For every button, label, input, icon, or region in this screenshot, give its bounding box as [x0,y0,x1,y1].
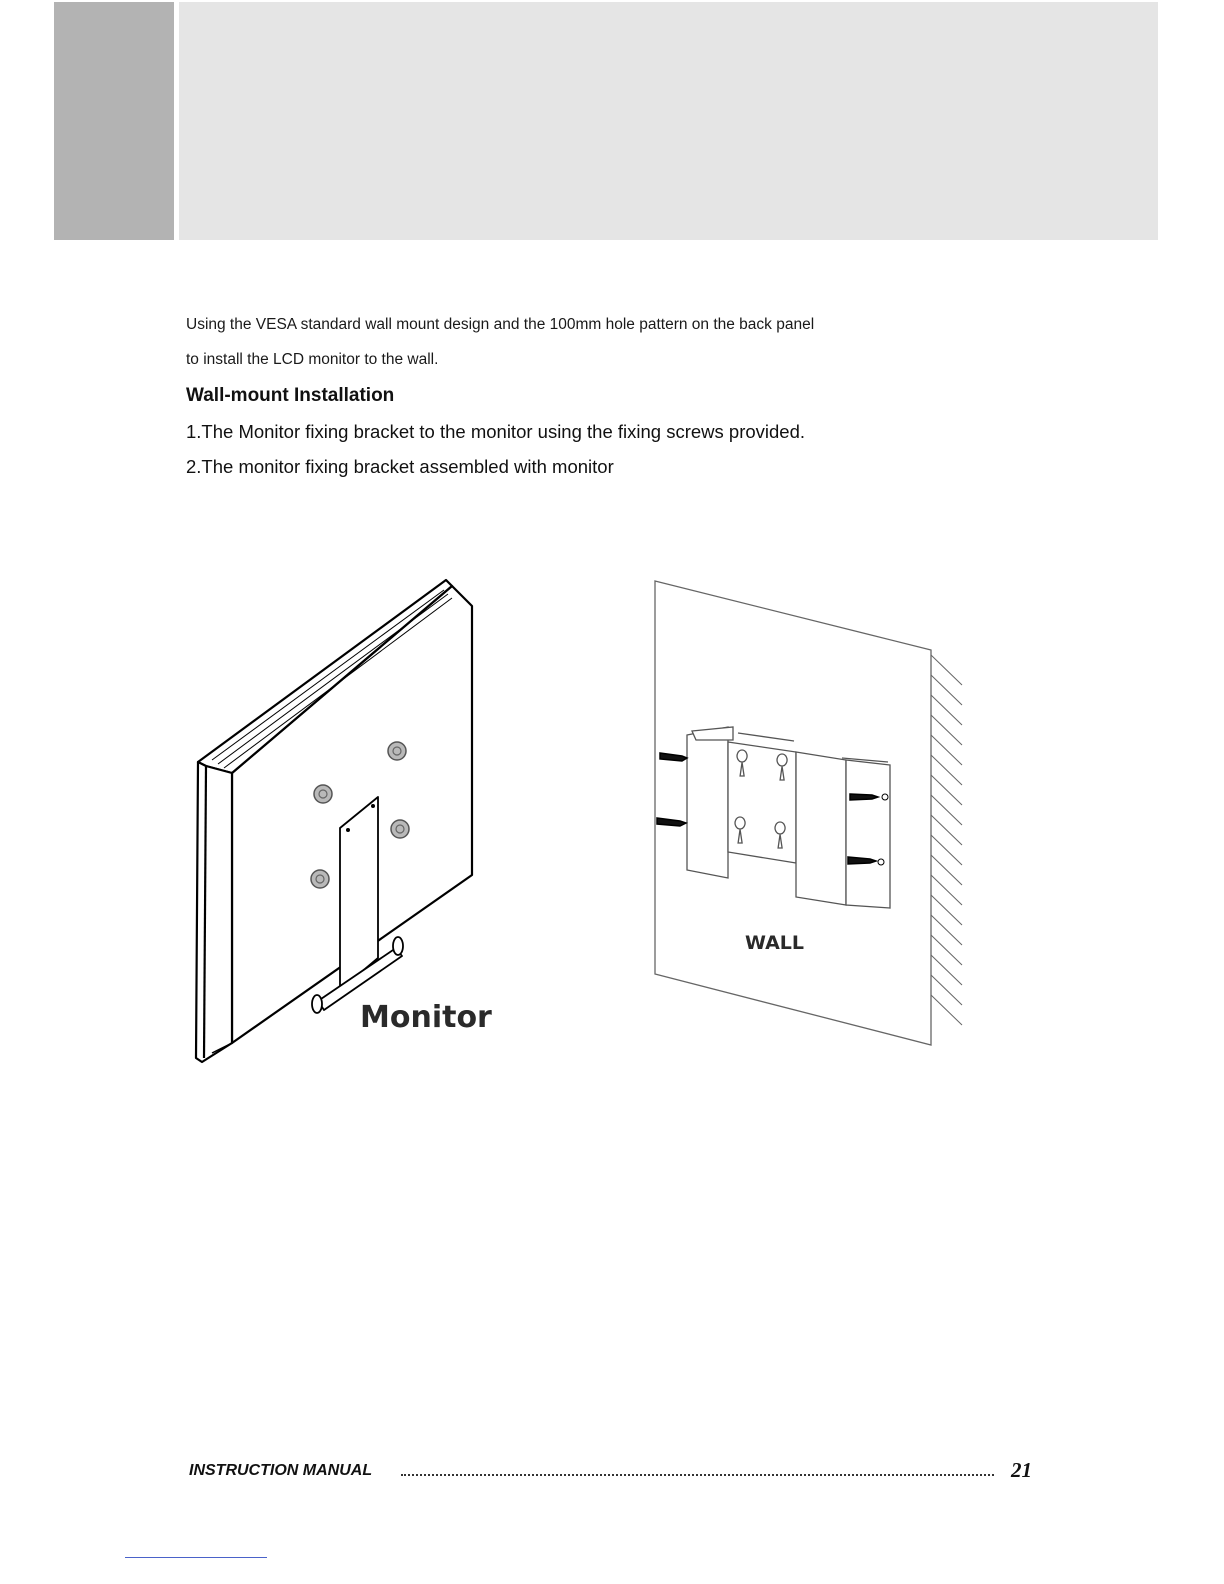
footer-label: INSTRUCTION MANUAL [189,1462,373,1479]
section-heading: Wall-mount Installation [186,385,395,406]
header-band-left [54,2,174,240]
intro-line-2: to install the LCD monitor to the wall. [186,351,439,368]
intro-line-1: Using the VESA standard wall mount design and the 100mm hole pattern on the back panel [186,316,815,333]
step-2: 2.The monitor fixing bracket assembled with monitor [186,456,614,477]
page-footer [189,1459,1034,1485]
wall-label: WALL [745,932,805,954]
monitor-label: Monitor [360,1000,492,1035]
header-band-right [179,2,1158,240]
footer-dot-leader [401,1474,994,1476]
step-1: 1.The Monitor fixing bracket to the monitor using the fixing screws provided. [186,421,806,442]
monitor-drawing [196,580,472,1062]
link-underline [125,1557,267,1558]
wall-drawing [655,581,962,1045]
page-number: 21 [1011,1458,1032,1482]
wall-mount-illustration [150,560,980,1080]
